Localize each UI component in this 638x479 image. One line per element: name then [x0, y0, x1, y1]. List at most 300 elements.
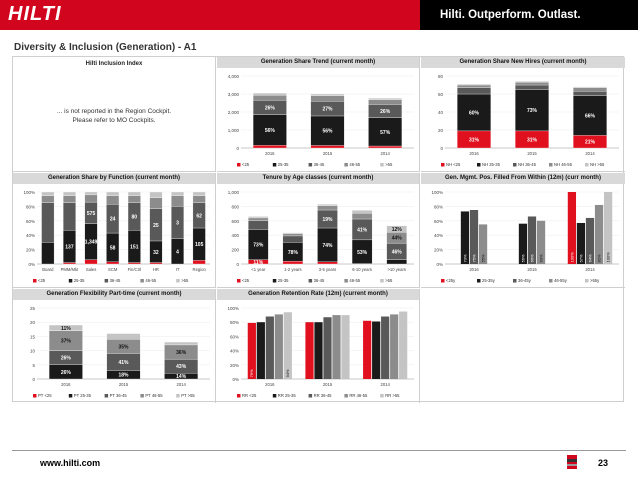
bar-segment — [42, 196, 55, 203]
legend-label: <25 — [242, 162, 250, 167]
dashboard-grid — [12, 56, 624, 402]
x-tick-label: Sales — [85, 267, 97, 272]
legend-swatch — [344, 163, 348, 167]
note-line-1: ... is not reported in the Region Cockpit. — [56, 108, 172, 115]
data-label: 3 — [176, 220, 179, 227]
legend-swatch — [176, 279, 180, 283]
data-label: 56% — [520, 254, 526, 263]
bar-segment — [248, 216, 268, 217]
bar-segment — [283, 236, 303, 242]
y-tick-label: 40% — [229, 348, 239, 354]
bar-segment — [63, 203, 76, 230]
y-tick-label: 10 — [29, 348, 35, 354]
y-tick-label: 100% — [23, 190, 35, 195]
data-label: 11% — [60, 325, 71, 332]
bar-segment — [150, 263, 163, 264]
bar-segment — [164, 342, 197, 345]
data-label: 73% — [253, 242, 264, 249]
bar-segment — [368, 98, 401, 100]
legend-swatch — [549, 279, 553, 283]
bar-segment — [317, 206, 337, 210]
bar-segment — [317, 262, 337, 264]
panel-mgmt — [421, 173, 625, 288]
legend-swatch — [237, 279, 241, 283]
y-tick-label: 0% — [436, 262, 443, 267]
legend-label: 25-35 — [277, 278, 289, 283]
bar-segment — [171, 192, 184, 196]
legend-label: PT >55 — [181, 393, 195, 398]
legend-label: PT <25 — [38, 393, 52, 398]
legend-label: NH 46-55 — [554, 162, 572, 167]
bar-segment — [107, 334, 140, 340]
data-label: 79% — [249, 369, 255, 378]
data-label: 21% — [584, 139, 596, 146]
legend-swatch — [441, 163, 445, 167]
data-label: 35% — [118, 344, 129, 351]
legend-swatch — [33, 394, 37, 398]
data-label: 44% — [391, 235, 402, 242]
legend-swatch — [309, 163, 313, 167]
legend-label: 25-35 — [73, 278, 85, 283]
bar — [305, 322, 313, 379]
page-number: 23 — [598, 458, 609, 468]
x-tick-label: 2015 — [527, 267, 537, 272]
panel-flex — [13, 289, 216, 403]
legend-label: 46-55 — [145, 278, 157, 283]
data-label: 12% — [391, 227, 402, 234]
legend-swatch — [309, 279, 313, 283]
legend-label: PT 36-45 — [109, 393, 127, 398]
y-tick-label: 60% — [433, 218, 443, 224]
x-tick-label: 1-2 years — [284, 267, 302, 272]
data-label: 58 — [109, 245, 116, 252]
legend-swatch — [513, 163, 517, 167]
legend-label: NH 36-45 — [518, 162, 536, 167]
newhires-chart — [421, 68, 625, 172]
bar-segment — [573, 88, 607, 92]
x-tick-label: 2016 — [61, 382, 71, 387]
bar-segment — [253, 95, 286, 100]
bar-segment — [248, 218, 268, 221]
y-tick-label: 100% — [227, 306, 239, 311]
bar-segment — [85, 260, 98, 264]
data-label: 56% — [322, 128, 333, 135]
bar-segment — [193, 192, 206, 196]
legend-label: PT 25-35 — [73, 393, 91, 398]
bar-segment — [317, 204, 337, 205]
data-label: 41% — [357, 227, 368, 234]
y-tick-label: 40% — [433, 233, 443, 239]
y-tick-label: 80 — [437, 74, 443, 79]
y-tick-label: 40 — [437, 110, 443, 115]
legend-swatch — [237, 163, 241, 167]
data-label: 26% — [264, 105, 275, 112]
bar-segment — [515, 82, 549, 85]
bar-segment — [283, 233, 303, 234]
bar-segment — [106, 192, 119, 196]
data-label: 60% — [468, 110, 480, 117]
y-tick-label: 60 — [437, 92, 443, 97]
chart-title: Gen. Mgmt. Pos. Filled From Within (12m) (curr month) — [421, 173, 625, 184]
bar-segment — [193, 260, 206, 264]
panel-retention — [217, 289, 420, 403]
data-label: 94% — [285, 369, 291, 378]
bar-segment — [573, 87, 607, 88]
bar-segment — [42, 242, 55, 264]
data-label: 36% — [176, 350, 187, 357]
y-tick-label: 25 — [29, 306, 35, 311]
x-tick-label: SCM — [108, 267, 118, 272]
panel-newhires — [421, 57, 625, 172]
bar-segment — [63, 263, 76, 264]
x-tick-label: 2014 — [380, 151, 390, 156]
y-tick-label: 0 — [32, 377, 35, 382]
chart-title: Generation Flexibility Part-time (current month) — [13, 289, 215, 300]
y-tick-label: 40% — [25, 233, 35, 239]
y-tick-label: 5 — [32, 362, 35, 368]
data-label: 100% — [605, 252, 611, 263]
bar-segment — [457, 88, 491, 94]
legend-label: RR <25 — [242, 393, 257, 398]
bar-segment — [387, 260, 407, 264]
inclusion-title: Hilti Inclusion Index — [85, 61, 143, 67]
legend-label: 46-55 — [349, 278, 361, 283]
data-label: 41% — [118, 359, 129, 366]
x-tick-label: PMM/Mkt — [60, 267, 79, 272]
data-label: 82% — [596, 254, 602, 263]
data-label: 62 — [196, 213, 202, 220]
y-tick-label: 100% — [431, 190, 443, 195]
legend-label: 46-55y — [554, 278, 567, 283]
bar-segment — [248, 221, 268, 230]
data-label: 66% — [529, 254, 535, 263]
y-tick-label: 0% — [28, 262, 35, 267]
legend-label: NH <25 — [446, 162, 461, 167]
x-tick-label: 2014 — [176, 382, 186, 387]
legend-swatch — [380, 279, 384, 283]
data-label: 575 — [86, 210, 96, 217]
chart-title: Generation Share Trend (current month) — [217, 57, 419, 68]
y-tick-label: 80% — [229, 320, 239, 326]
data-label: 73% — [526, 108, 538, 115]
chart-title: Generation Retention Rate (12m) (current month) — [217, 289, 419, 300]
legend-swatch — [105, 394, 109, 398]
legend-label: RR 25-35 — [277, 393, 296, 398]
bar-segment — [193, 196, 206, 203]
legend-label: PT 46-55 — [145, 393, 163, 398]
y-tick-label: 2,000 — [227, 110, 239, 115]
legend-swatch — [380, 394, 384, 398]
data-label: 57% — [380, 129, 391, 136]
data-label: 26% — [60, 355, 71, 362]
bar-segment — [253, 93, 286, 95]
x-tick-label: 2014 — [380, 382, 390, 387]
legend-swatch — [33, 279, 37, 283]
data-label: 78% — [287, 249, 298, 256]
legend-swatch — [513, 279, 517, 283]
y-tick-label: 0 — [236, 146, 239, 151]
bar-segment — [253, 145, 286, 148]
data-label: 31% — [468, 137, 480, 144]
data-label: 53% — [357, 249, 368, 256]
x-tick-label: 2014 — [585, 151, 595, 156]
data-label: 26% — [60, 369, 71, 376]
x-tick-label: 2015 — [527, 151, 537, 156]
x-tick-label: 2016 — [469, 267, 479, 272]
data-label: 57% — [578, 254, 584, 263]
bar — [341, 315, 349, 379]
chart-title: Generation Share New Hires (current month) — [421, 57, 625, 68]
bar-segment — [85, 195, 98, 202]
footer-divider — [12, 450, 626, 451]
bar — [284, 312, 292, 379]
data-label: 37% — [60, 338, 71, 345]
y-tick-label: 0 — [236, 262, 239, 267]
top-bar — [0, 0, 638, 30]
legend-swatch — [344, 394, 348, 398]
x-tick-label: 6-10 years — [352, 267, 372, 272]
bar-segment — [283, 234, 303, 236]
data-label: 151 — [130, 244, 139, 251]
x-tick-label: IT — [175, 267, 180, 272]
bar — [363, 321, 371, 379]
legend-swatch — [477, 163, 481, 167]
legend-label: 36-45 — [313, 278, 325, 283]
legend-label: <25 — [242, 278, 250, 283]
legend-label: RR >55 — [385, 393, 400, 398]
note-line-2: Please refer to MO Cockpits. — [72, 117, 156, 124]
x-tick-label: 2016 — [265, 382, 275, 387]
y-tick-label: 400 — [231, 233, 239, 239]
y-tick-label: 0% — [232, 377, 239, 382]
data-label: 80 — [131, 214, 138, 221]
data-label: 100% — [569, 252, 575, 263]
bar-segment — [368, 100, 401, 105]
legend-swatch — [69, 394, 73, 398]
tenure-chart — [217, 184, 420, 288]
bar-segment — [311, 96, 344, 101]
hilti-case-icon — [566, 454, 578, 470]
bar-segment — [128, 196, 141, 203]
page-title: Diversity & Inclusion (Generation) - A1 — [14, 42, 197, 53]
data-label: 18% — [118, 372, 129, 379]
legend-swatch — [69, 279, 73, 283]
legend-swatch — [176, 394, 180, 398]
bar — [399, 312, 407, 379]
data-label: 74% — [322, 242, 333, 249]
y-tick-label: 800 — [231, 204, 239, 210]
legend-label: RR 46-55 — [349, 393, 368, 398]
bar-segment — [106, 196, 119, 205]
data-label: 4 — [176, 249, 179, 256]
x-tick-label: HR — [152, 267, 159, 272]
legend-swatch — [237, 394, 241, 398]
bar — [372, 321, 380, 379]
hilti-logo: HILTI — [8, 3, 62, 25]
x-tick-label: 3-5 years — [318, 267, 337, 272]
bar-segment — [42, 203, 55, 243]
bar — [275, 314, 283, 379]
legend-swatch — [585, 163, 589, 167]
retention-chart — [217, 300, 420, 403]
bar-segment — [283, 261, 303, 264]
bar — [257, 322, 265, 379]
data-label: 75% — [471, 254, 477, 263]
x-tick-label: 2016 — [265, 151, 275, 156]
panel-empty — [421, 289, 625, 403]
bar-segment — [150, 198, 163, 209]
bar — [323, 317, 331, 379]
legend-swatch — [140, 394, 144, 398]
bar-segment — [85, 192, 98, 195]
y-tick-label: 20% — [229, 362, 239, 368]
data-label: 56% — [264, 128, 275, 134]
x-tick-label: Fin/Ctrl — [127, 267, 142, 272]
inclusion-panel — [13, 57, 216, 172]
data-label: 11% — [253, 259, 264, 266]
data-label: 64% — [587, 254, 593, 263]
data-label: 19% — [322, 217, 333, 223]
x-tick-label: 2016 — [469, 151, 479, 156]
bar-segment — [457, 84, 491, 85]
legend-swatch — [273, 163, 277, 167]
bar — [332, 315, 340, 379]
bar-segment — [457, 85, 491, 88]
data-label: 26% — [380, 109, 391, 116]
data-label: 73% — [462, 254, 468, 263]
bar — [390, 314, 398, 379]
bar-segment — [128, 263, 141, 264]
footer-url[interactable]: www.hilti.com — [40, 458, 101, 468]
trend-chart — [217, 68, 420, 172]
bar-segment — [515, 81, 549, 82]
bar-segment — [150, 192, 163, 198]
bar-segment — [352, 213, 372, 219]
bar-segment — [63, 196, 76, 203]
legend-label: <25 — [38, 278, 46, 283]
x-tick-label: 2015 — [322, 382, 333, 387]
y-tick-label: 60% — [25, 218, 35, 224]
x-tick-label: Board — [42, 267, 54, 272]
x-tick-label: 2015 — [118, 382, 129, 387]
bar — [381, 317, 389, 379]
data-label: 55% — [480, 254, 486, 263]
legend-swatch — [140, 279, 144, 283]
legend-label: 36-45y — [518, 278, 531, 283]
legend-label: RR 36-45 — [313, 393, 332, 398]
y-tick-label: 20 — [29, 320, 35, 326]
y-tick-label: 0 — [440, 146, 443, 151]
legend-label: 46-55 — [349, 162, 361, 167]
chart-title: Generation Share by Function (current month) — [13, 173, 215, 184]
data-label: 60% — [538, 254, 544, 263]
bar-segment — [515, 85, 549, 90]
y-tick-label: 3,000 — [227, 92, 239, 97]
y-tick-label: 80% — [25, 204, 35, 210]
bar — [314, 322, 322, 379]
legend-swatch — [549, 163, 553, 167]
bar-segment — [63, 192, 76, 196]
legend-label: NH >55 — [590, 162, 605, 167]
y-tick-label: 20 — [437, 128, 443, 133]
panel-trend — [217, 57, 420, 172]
bar-segment — [42, 192, 55, 196]
x-tick-label: 2014 — [585, 267, 595, 272]
legend-label: >55 — [181, 278, 189, 283]
y-tick-label: 1,000 — [227, 128, 239, 133]
mgmt-chart — [421, 184, 625, 288]
y-tick-label: 20% — [25, 247, 35, 253]
legend-swatch — [273, 279, 277, 283]
legend-swatch — [585, 279, 589, 283]
y-tick-label: 4,000 — [227, 74, 239, 79]
y-tick-label: 600 — [231, 218, 239, 224]
bar-segment — [352, 210, 372, 213]
data-label: 25 — [153, 222, 159, 229]
y-tick-label: 15 — [29, 334, 35, 340]
legend-label: 25-35 — [277, 162, 289, 167]
legend-label: NH 25-35 — [482, 162, 500, 167]
data-label: 66% — [584, 113, 596, 120]
x-tick-label: Region — [192, 267, 206, 272]
flex-chart — [13, 300, 216, 403]
function-chart — [13, 184, 216, 288]
data-label: 31% — [526, 137, 538, 144]
data-label: 43% — [176, 364, 187, 371]
legend-swatch — [309, 394, 313, 398]
x-tick-label: >10 years — [387, 267, 406, 272]
bar-segment — [171, 196, 184, 207]
legend-swatch — [273, 394, 277, 398]
data-label: 1,349 — [84, 239, 98, 246]
legend-swatch — [477, 279, 481, 283]
legend-label: <25y — [446, 278, 456, 283]
bar-segment — [311, 145, 344, 148]
legend-label: 36-45 — [313, 162, 325, 167]
bar-segment — [573, 91, 607, 96]
data-label: 137 — [65, 244, 74, 251]
legend-label: 25-35y — [482, 278, 495, 283]
x-tick-label: <1 year — [251, 267, 266, 272]
legend-swatch — [105, 279, 109, 283]
legend-label: >55 — [385, 278, 393, 283]
bar-segment — [311, 94, 344, 96]
inclusion-note — [13, 107, 215, 125]
data-label: 24 — [109, 216, 116, 223]
legend-swatch — [441, 279, 445, 283]
bar-segment — [106, 262, 119, 264]
y-tick-label: 1,000 — [227, 190, 239, 195]
y-tick-label: 200 — [231, 247, 239, 253]
bar — [266, 317, 274, 379]
panel-tenure — [217, 173, 420, 288]
slogan: Hilti. Outperform. Outlast. — [420, 0, 638, 30]
data-label: 14% — [176, 374, 187, 381]
bar-segment — [368, 146, 401, 148]
y-tick-label: 20% — [433, 247, 443, 253]
bar-segment — [128, 192, 141, 196]
data-label: 105 — [195, 242, 204, 249]
legend-swatch — [344, 279, 348, 283]
panel-function — [13, 173, 216, 288]
chart-title: Tenure by Age classes (current month) — [217, 173, 419, 184]
y-tick-label: 80% — [433, 204, 443, 210]
data-label: 46% — [391, 249, 402, 256]
legend-label: >55y — [590, 278, 600, 283]
legend-label: 36-45 — [109, 278, 121, 283]
x-tick-label: 2015 — [322, 151, 333, 156]
legend-label: >55 — [385, 162, 393, 167]
